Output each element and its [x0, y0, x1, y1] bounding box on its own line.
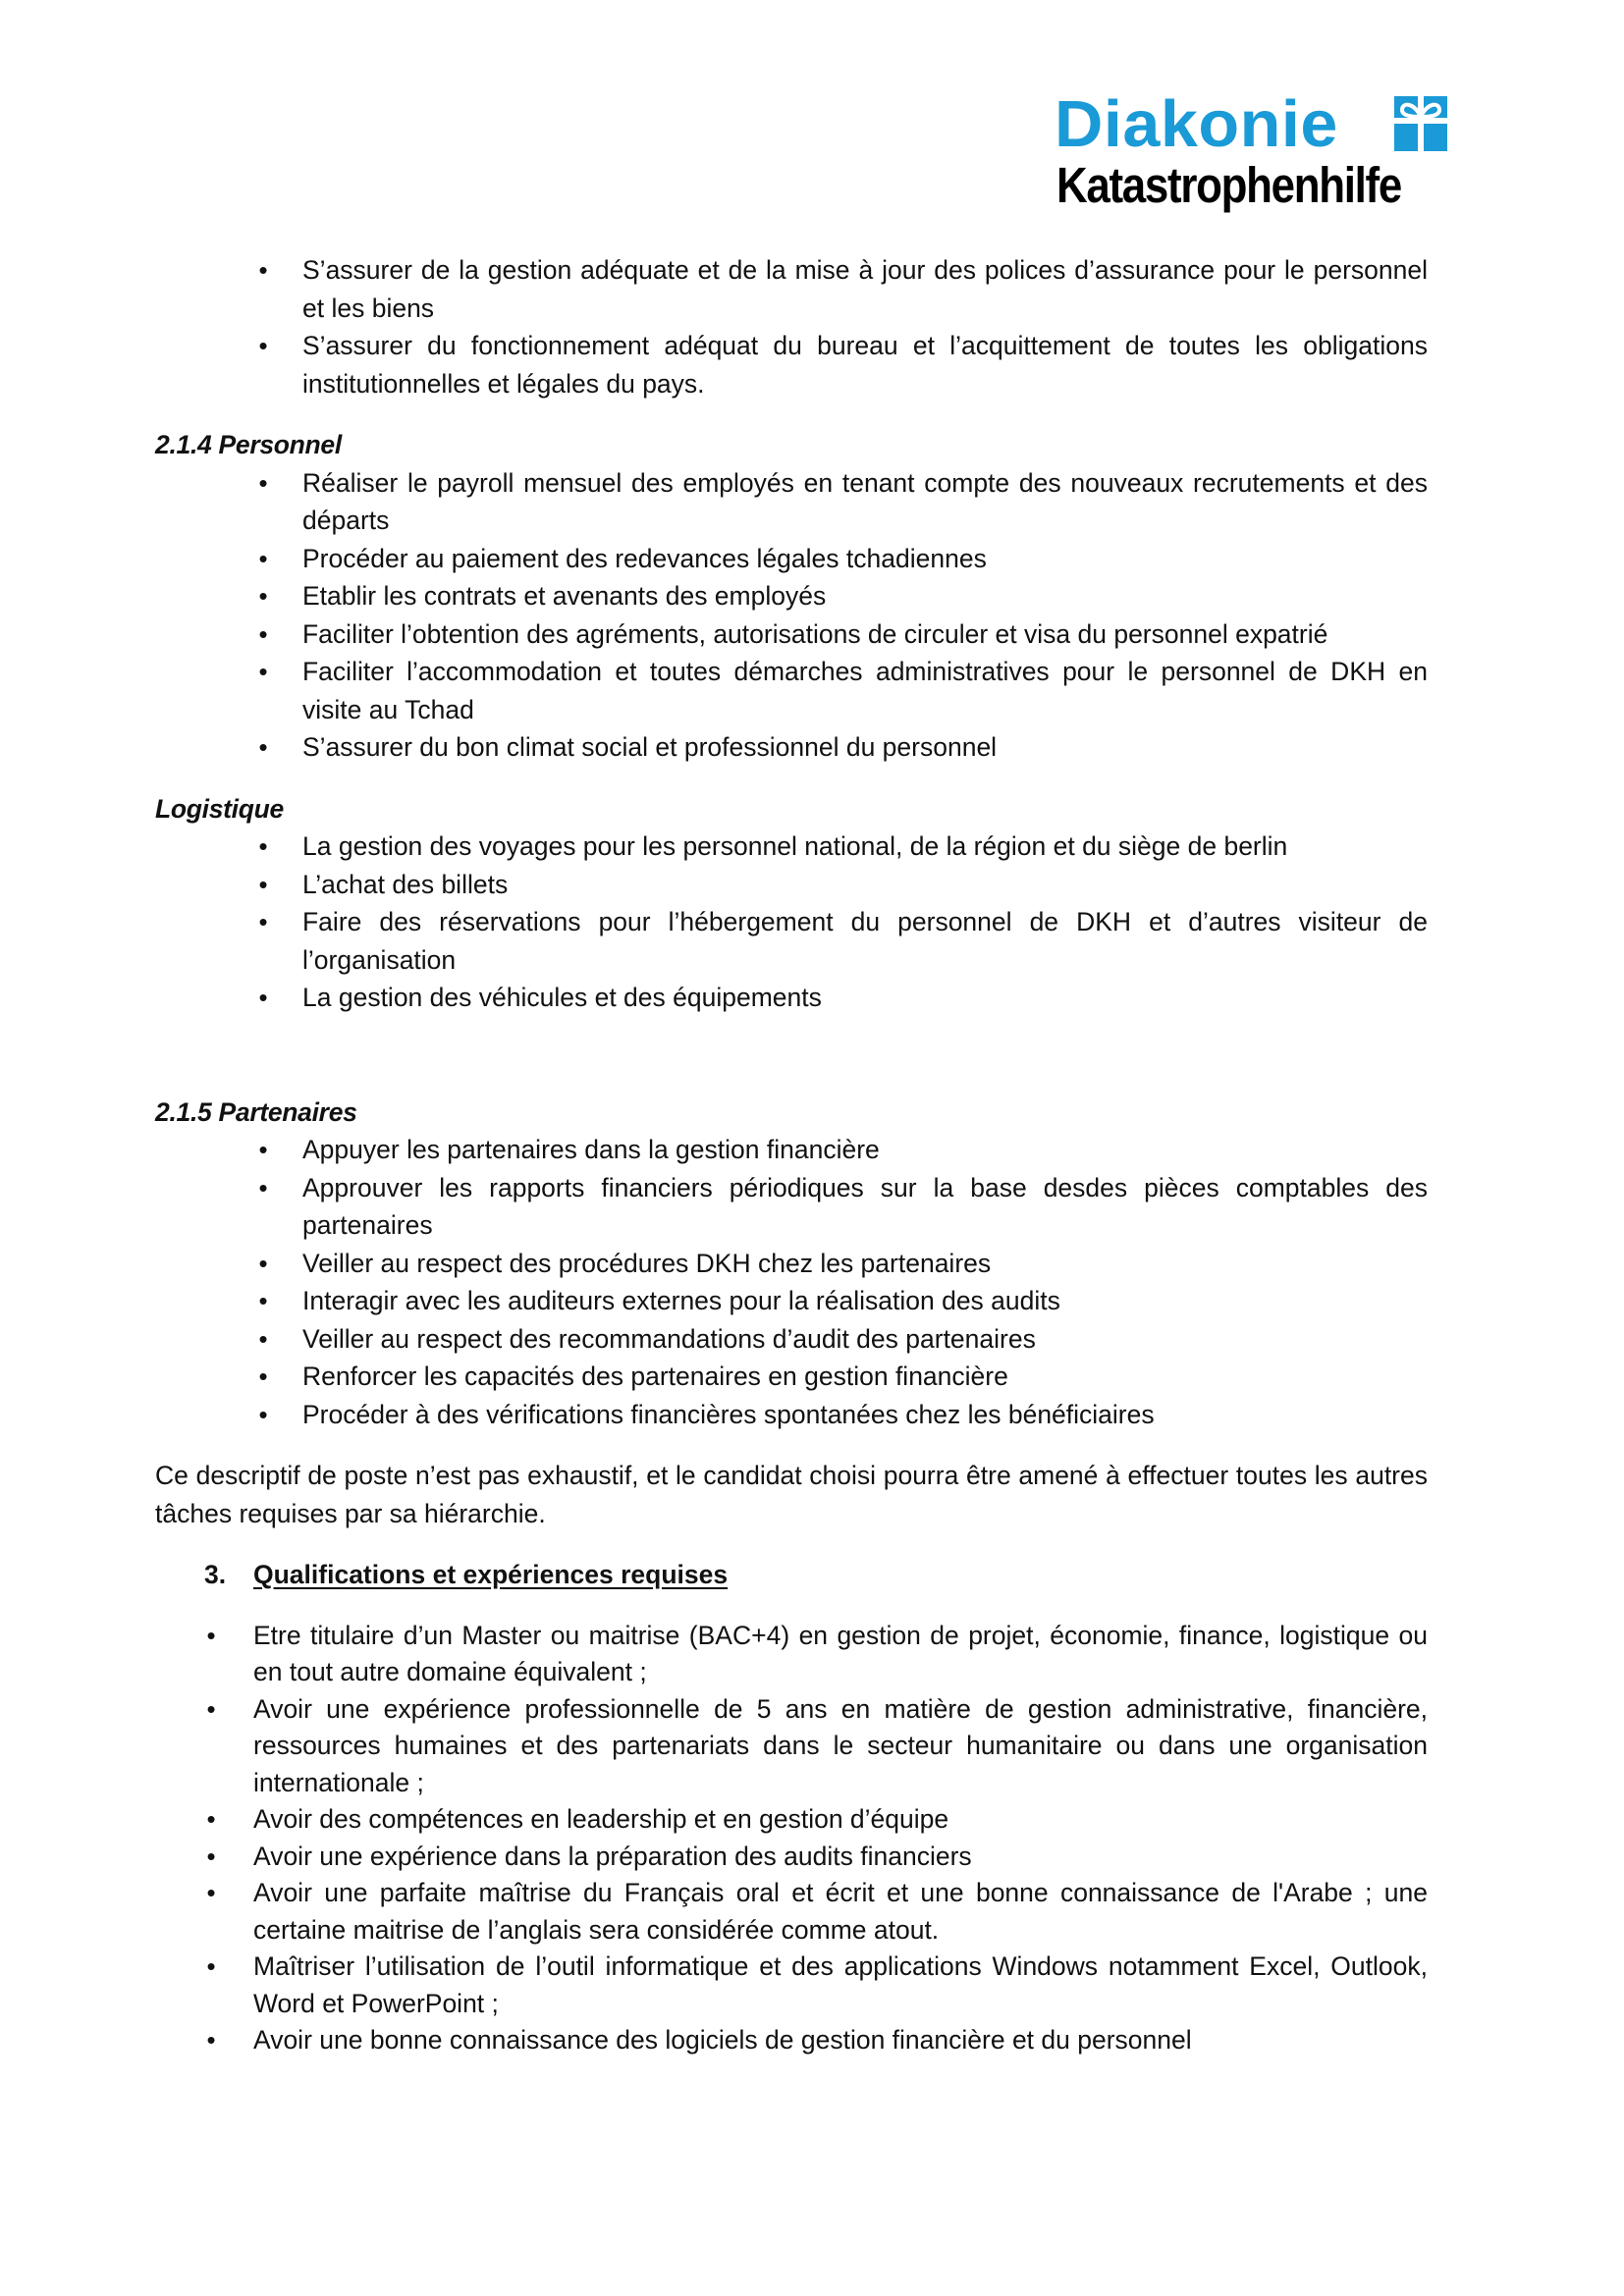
bullet-icon: •: [206, 1841, 216, 1871]
list-item: • Maîtriser l’utilisation de l’outil informatique et des applications Windows notamment Excel, Outlook, Word et PowerPoint ;: [155, 1949, 1428, 2022]
bullet-icon: •: [258, 1362, 268, 1391]
bullet-icon: •: [258, 1248, 268, 1278]
list-item: • Avoir une expérience professionnelle de 5 ans en matière de gestion administrative, financière, ressources humaines et des partenariats dans le secteur humanitaire ou dans une organisation internationale ;: [155, 1691, 1428, 1802]
list-item: • Faciliter l’accommodation et toutes démarches administratives pour le personnel de DKH en visite au Tchad: [155, 653, 1428, 728]
partenaires-bullet-list: [155, 1131, 1428, 1433]
diakonie-cross-mark-icon: [1394, 96, 1447, 151]
list-item: • Interagir avec les auditeurs externes pour la réalisation des audits: [155, 1282, 1428, 1320]
bullet-icon: •: [258, 869, 268, 899]
bullet-icon: •: [258, 331, 268, 360]
section-heading-qualifications: [204, 1556, 1428, 1594]
bullet-icon: •: [258, 1323, 268, 1354]
document-body: [155, 251, 1428, 2059]
bullet-icon: •: [206, 1620, 216, 1650]
list-item: • S’assurer de la gestion adéquate et de la mise à jour des polices d’assurance pour le personnel et les biens: [155, 251, 1428, 327]
list-item: • Etre titulaire d’un Master ou maitrise (BAC+4) en gestion de projet, économie, finance, logistique ou en tout autre domaine équivalent ;: [155, 1618, 1428, 1691]
bullet-icon: •: [206, 1878, 216, 1907]
logistique-bullet-list: [155, 828, 1428, 1017]
section-heading-partenaires: 2.1.5 Partenaires: [155, 1096, 357, 1127]
section-title: Qualifications et expériences requises: [253, 1560, 729, 1589]
bullet-icon: •: [258, 1399, 268, 1429]
section-heading-personnel: 2.1.4 Personnel: [155, 430, 342, 459]
list-item: • Avoir une expérience dans la préparation des audits financiers: [155, 1839, 1428, 1876]
list-item: • Procéder à des vérifications financières spontanées chez les bénéficiaires: [155, 1396, 1428, 1434]
list-item: • S’assurer du bon climat social et professionnel du personnel: [155, 728, 1428, 767]
list-item: • Faciliter l’obtention des agréments, autorisations de circuler et visa du personnel expatrié: [155, 615, 1428, 654]
bullet-icon: •: [206, 1951, 216, 1981]
bullet-icon: •: [258, 1286, 268, 1315]
bullet-icon: •: [258, 467, 268, 498]
list-item: • Procéder au paiement des redevances légales tchadiennes: [155, 540, 1428, 578]
list-item: • Avoir une parfaite maîtrise du Français oral et écrit et une bonne connaissance de l'Arabe ; une certaine maitrise de l’anglais sera considérée comme atout.: [155, 1875, 1428, 1949]
logo-wordmark-katastrophenhilfe: Katastrophenhilfe: [1056, 157, 1401, 213]
bullet-icon: •: [258, 255, 268, 285]
bullet-icon: •: [258, 907, 268, 936]
list-item: • S’assurer du fonctionnement adéquat du bureau et l’acquittement de toutes les obligations institutionnelles et légales du pays.: [155, 327, 1428, 402]
logo-wordmark-diakonie: Diakonie: [1055, 87, 1338, 161]
bullet-icon: •: [258, 1135, 268, 1164]
section-number: 3.: [204, 1560, 227, 1589]
bullet-icon: •: [258, 732, 268, 762]
list-item: • Etablir les contrats et avenants des employés: [155, 577, 1428, 615]
qualifications-bullet-list: [155, 1618, 1428, 2059]
bullet-icon: •: [206, 2025, 216, 2055]
list-item: • Appuyer les partenaires dans la gestion financière: [155, 1131, 1428, 1169]
list-item: • La gestion des véhicules et des équipements: [155, 979, 1428, 1017]
bullet-icon: •: [258, 543, 268, 573]
bullet-icon: •: [258, 1172, 268, 1202]
bullet-icon: •: [258, 983, 268, 1012]
list-item: • Veiller au respect des procédures DKH chez les partenaires: [155, 1245, 1428, 1283]
intro-bullet-list: [155, 251, 1428, 402]
list-item: • Renforcer les capacités des partenaires en gestion financière: [155, 1358, 1428, 1396]
list-item: • L’achat des billets: [155, 866, 1428, 904]
section-heading-logistique: Logistique: [155, 793, 284, 824]
list-item: • Réaliser le payroll mensuel des employés en tenant compte des nouveaux recrutements et des départs: [155, 464, 1428, 540]
list-item: • Avoir des compétences en leadership et en gestion d’équipe: [155, 1801, 1428, 1839]
bullet-icon: •: [206, 1693, 216, 1724]
bullet-icon: •: [206, 1804, 216, 1834]
diakonie-logo: [1055, 87, 1447, 220]
list-item: • Avoir une bonne connaissance des logiciels de gestion financière et du personnel: [155, 2022, 1428, 2059]
list-item: • Faire des réservations pour l’hébergement du personnel de DKH et d’autres visiteur de l’organisation: [155, 903, 1428, 979]
personnel-bullet-list: [155, 464, 1428, 767]
bullet-icon: •: [258, 657, 268, 686]
list-item: • La gestion des voyages pour les personnel national, de la région et du siège de berlin: [155, 828, 1428, 866]
closing-paragraph: Ce descriptif de poste n’est pas exhaustif, et le candidat choisi pourra être amené à effectuer toutes les autres tâches requises par sa hiérarchie.: [155, 1461, 1428, 1528]
logo-top-row: [1055, 87, 1338, 161]
list-item: • Veiller au respect des recommandations d’audit des partenaires: [155, 1320, 1428, 1359]
bullet-icon: •: [258, 831, 268, 861]
bullet-icon: •: [258, 618, 268, 649]
list-item: • Approuver les rapports financiers périodiques sur la base desdes pièces comptables des partenaires: [155, 1169, 1428, 1245]
bullet-icon: •: [258, 581, 268, 611]
